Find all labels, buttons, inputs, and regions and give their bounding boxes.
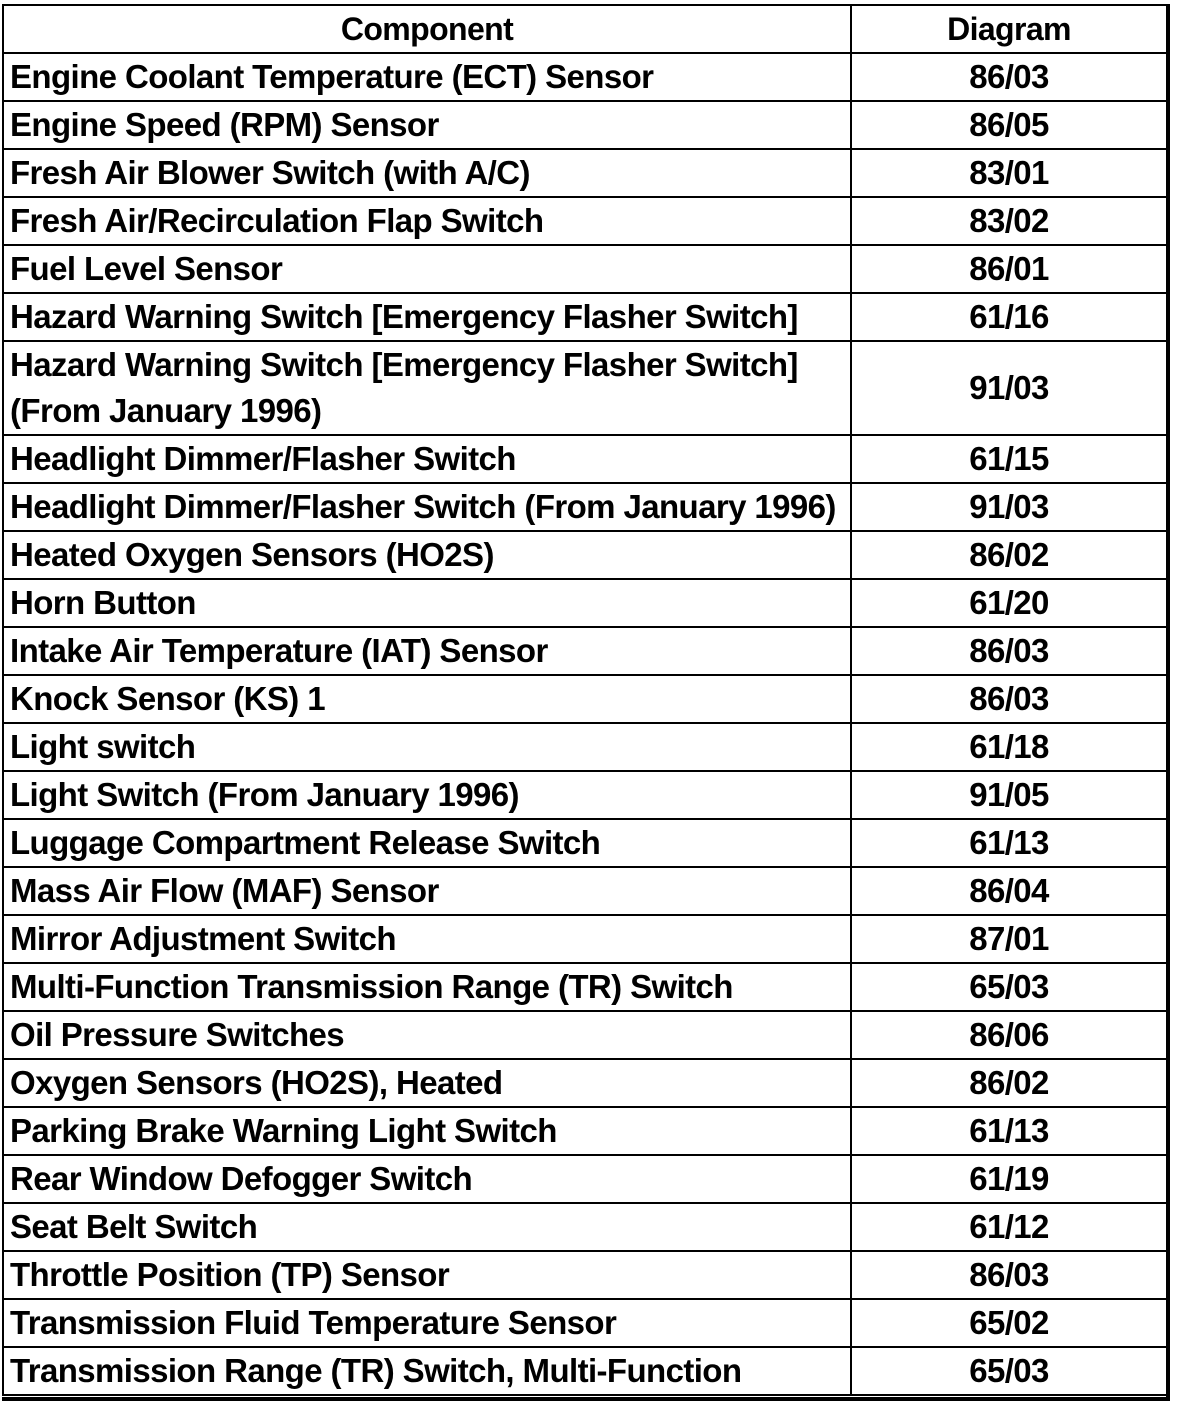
table-row bbox=[3, 435, 1167, 483]
diagram-cell: 86/03 bbox=[851, 627, 1167, 675]
table-row bbox=[3, 915, 1167, 963]
component-cell: Seat Belt Switch bbox=[3, 1203, 851, 1251]
component-cell: Transmission Range (TR) Switch, Multi-Function bbox=[3, 1347, 851, 1395]
table-row bbox=[3, 531, 1167, 579]
table-row bbox=[3, 1059, 1167, 1107]
component-cell: Light switch bbox=[3, 723, 851, 771]
diagram-cell: 61/19 bbox=[851, 1155, 1167, 1203]
table-row bbox=[3, 101, 1167, 149]
diagram-cell: 65/03 bbox=[851, 1347, 1167, 1395]
diagram-cell: 86/04 bbox=[851, 867, 1167, 915]
component-cell: Oxygen Sensors (HO2S), Heated bbox=[3, 1059, 851, 1107]
component-cell: Parking Brake Warning Light Switch bbox=[3, 1107, 851, 1155]
component-cell: Light Switch (From January 1996) bbox=[3, 771, 851, 819]
table-row bbox=[3, 245, 1167, 293]
table-row bbox=[3, 771, 1167, 819]
component-cell: Heated Oxygen Sensors (HO2S) bbox=[3, 531, 851, 579]
diagram-cell: 61/15 bbox=[851, 435, 1167, 483]
component-cell: Fresh Air Blower Switch (with A/C) bbox=[3, 149, 851, 197]
table-row bbox=[3, 1155, 1167, 1203]
diagram-cell: 83/02 bbox=[851, 197, 1167, 245]
component-cell: Transmission Fluid Temperature Sensor bbox=[3, 1299, 851, 1347]
diagram-cell: 65/02 bbox=[851, 1299, 1167, 1347]
diagram-cell: 61/12 bbox=[851, 1203, 1167, 1251]
component-cell: Mirror Adjustment Switch bbox=[3, 915, 851, 963]
table-row bbox=[3, 1299, 1167, 1347]
diagram-cell: 86/03 bbox=[851, 53, 1167, 101]
table-row bbox=[3, 1347, 1167, 1395]
table-row bbox=[3, 819, 1167, 867]
diagram-cell: 86/02 bbox=[851, 531, 1167, 579]
table-row bbox=[3, 1251, 1167, 1299]
component-cell: Throttle Position (TP) Sensor bbox=[3, 1251, 851, 1299]
table-row bbox=[3, 341, 1167, 435]
diagram-cell: 86/02 bbox=[851, 1059, 1167, 1107]
component-cell: Multi-Function Transmission Range (TR) Switch bbox=[3, 963, 851, 1011]
table-row bbox=[3, 627, 1167, 675]
diagram-cell: 91/03 bbox=[851, 341, 1167, 435]
component-diagram-table bbox=[2, 4, 1168, 1396]
diagram-cell: 86/05 bbox=[851, 101, 1167, 149]
component-cell: Luggage Compartment Release Switch bbox=[3, 819, 851, 867]
diagram-cell: 86/03 bbox=[851, 1251, 1167, 1299]
component-cell: Fuel Level Sensor bbox=[3, 245, 851, 293]
diagram-cell: 91/05 bbox=[851, 771, 1167, 819]
diagram-cell: 86/03 bbox=[851, 675, 1167, 723]
diagram-cell: 61/20 bbox=[851, 579, 1167, 627]
diagram-cell: 61/16 bbox=[851, 293, 1167, 341]
diagram-cell: 61/18 bbox=[851, 723, 1167, 771]
component-cell: Hazard Warning Switch [Emergency Flasher Switch] bbox=[3, 293, 851, 341]
table-row bbox=[3, 1107, 1167, 1155]
table-row bbox=[3, 579, 1167, 627]
table-row bbox=[3, 293, 1167, 341]
component-cell: Engine Speed (RPM) Sensor bbox=[3, 101, 851, 149]
table-row bbox=[3, 483, 1167, 531]
component-cell: Hazard Warning Switch [Emergency Flasher Switch] (From January 1996) bbox=[3, 341, 851, 435]
component-cell: Knock Sensor (KS) 1 bbox=[3, 675, 851, 723]
diagram-cell: 87/01 bbox=[851, 915, 1167, 963]
header-diagram: Diagram bbox=[851, 5, 1167, 53]
diagram-cell: 91/03 bbox=[851, 483, 1167, 531]
component-cell: Rear Window Defogger Switch bbox=[3, 1155, 851, 1203]
table-row bbox=[3, 149, 1167, 197]
component-cell: Headlight Dimmer/Flasher Switch (From January 1996) bbox=[3, 483, 851, 531]
component-cell: Mass Air Flow (MAF) Sensor bbox=[3, 867, 851, 915]
diagram-cell: 86/06 bbox=[851, 1011, 1167, 1059]
table-row bbox=[3, 1011, 1167, 1059]
component-cell: Oil Pressure Switches bbox=[3, 1011, 851, 1059]
component-cell: Headlight Dimmer/Flasher Switch bbox=[3, 435, 851, 483]
diagram-cell: 83/01 bbox=[851, 149, 1167, 197]
table-row bbox=[3, 723, 1167, 771]
header-component: Component bbox=[3, 5, 851, 53]
component-diagram-table-frame bbox=[2, 4, 1170, 1401]
diagram-cell: 61/13 bbox=[851, 1107, 1167, 1155]
component-cell: Fresh Air/Recirculation Flap Switch bbox=[3, 197, 851, 245]
table-row bbox=[3, 197, 1167, 245]
component-cell: Engine Coolant Temperature (ECT) Sensor bbox=[3, 53, 851, 101]
table-row bbox=[3, 675, 1167, 723]
table-row bbox=[3, 1203, 1167, 1251]
table-row bbox=[3, 867, 1167, 915]
table-row bbox=[3, 53, 1167, 101]
component-cell: Intake Air Temperature (IAT) Sensor bbox=[3, 627, 851, 675]
table-row bbox=[3, 963, 1167, 1011]
table-body bbox=[3, 53, 1167, 1395]
diagram-cell: 65/03 bbox=[851, 963, 1167, 1011]
diagram-cell: 86/01 bbox=[851, 245, 1167, 293]
diagram-cell: 61/13 bbox=[851, 819, 1167, 867]
table-header-row bbox=[3, 5, 1167, 53]
component-cell: Horn Button bbox=[3, 579, 851, 627]
